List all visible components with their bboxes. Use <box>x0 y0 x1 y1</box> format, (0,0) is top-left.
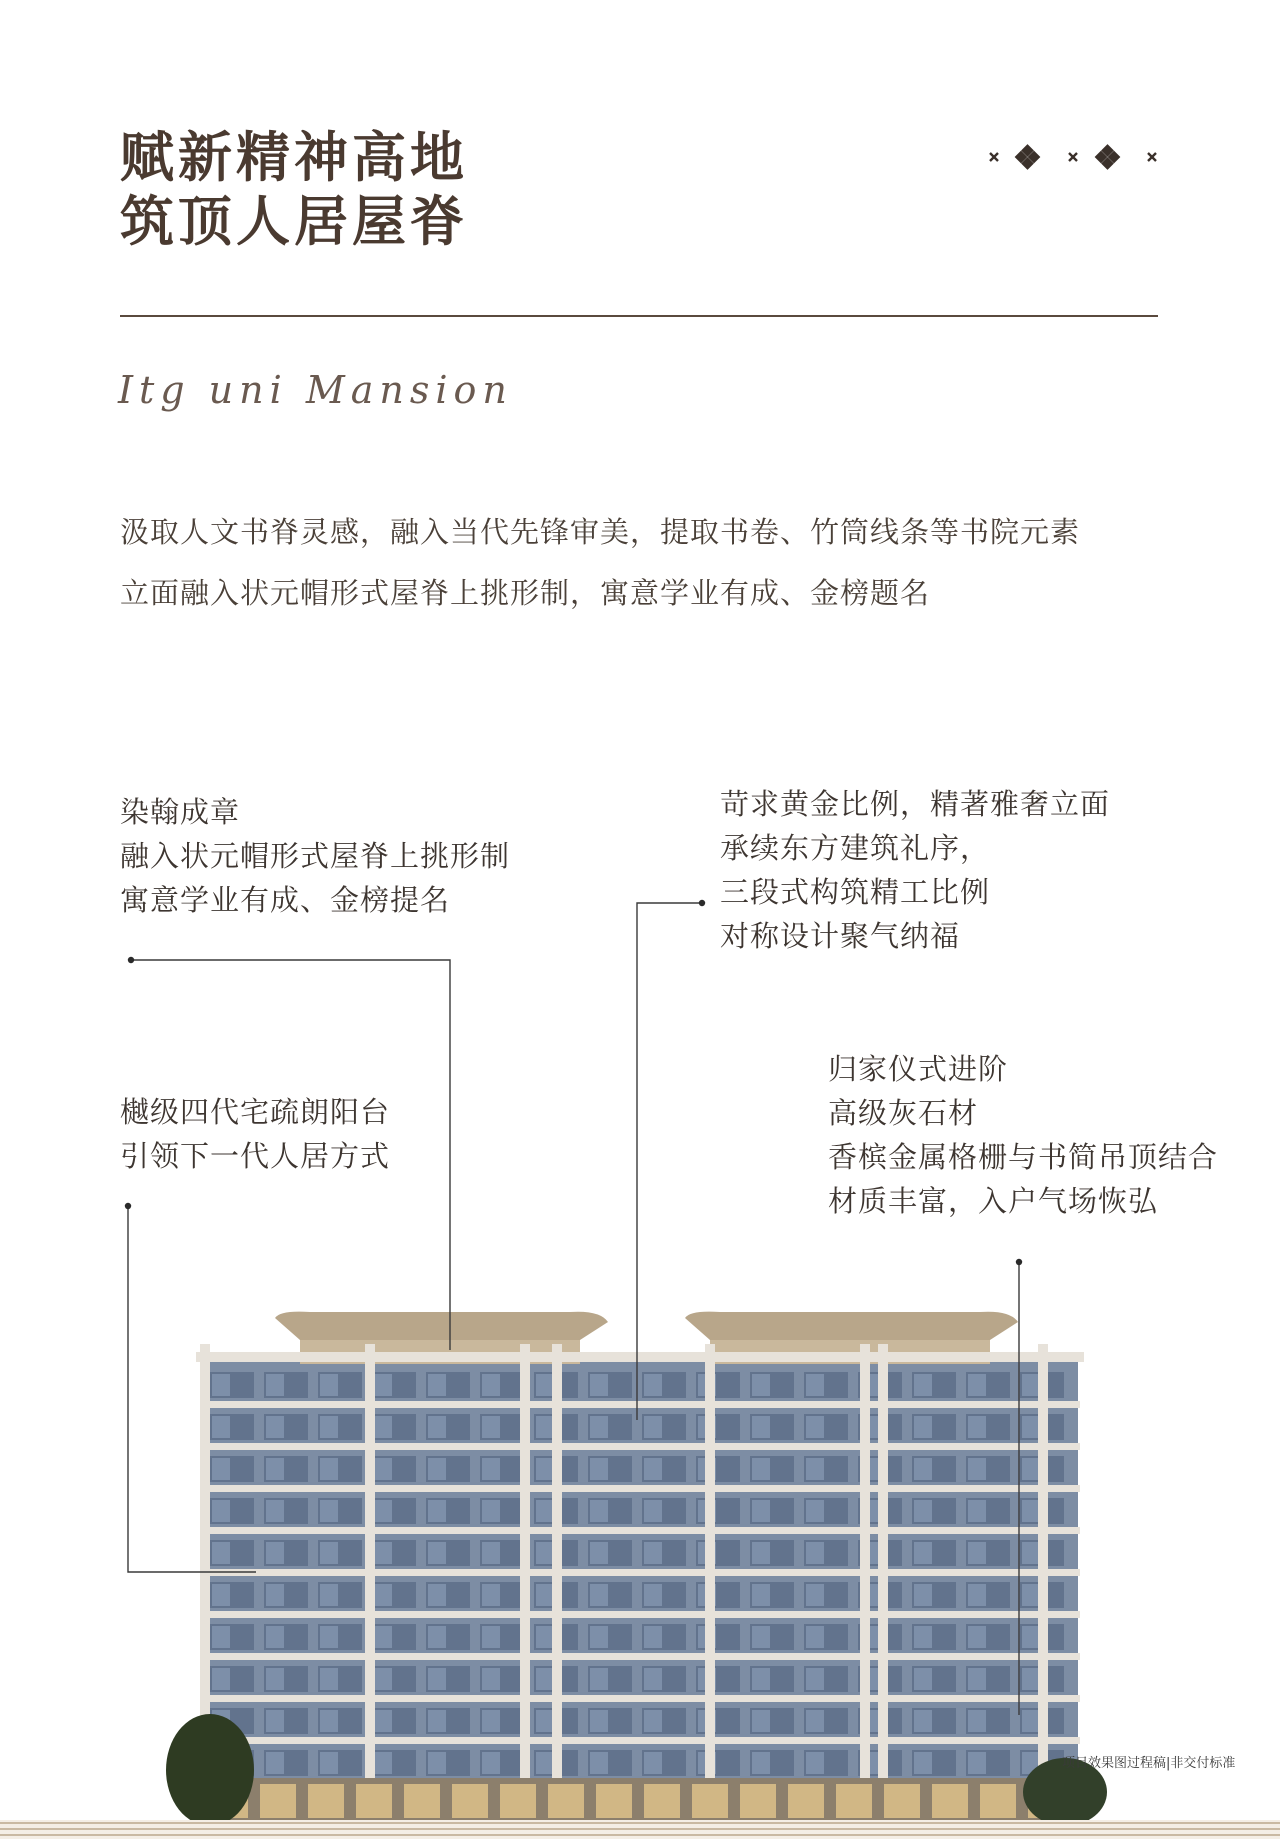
roof-crown-right <box>685 1312 1018 1340</box>
callout-roof <box>120 790 510 922</box>
callout-entrance-line-3: 香槟金属格栅与书简吊顶结合 <box>828 1140 1219 1174</box>
vertical-frame <box>878 1344 888 1804</box>
floor-slab <box>200 1653 1080 1660</box>
decorative-ornament <box>985 144 1160 170</box>
vertical-frame <box>520 1344 530 1804</box>
callout-entrance-line-2: 高级灰石材 <box>828 1096 979 1130</box>
vertical-frame <box>365 1344 375 1804</box>
building-illustration <box>160 1300 1120 1830</box>
disclaimer-note: 项目效果图过程稿|非交付标准 <box>1062 1756 1236 1771</box>
floor-slab <box>200 1611 1080 1618</box>
roof-crown-left <box>275 1312 608 1340</box>
cross-icon <box>1148 153 1156 161</box>
callout-entrance-line-1: 归家仪式进阶 <box>828 1052 1009 1086</box>
page-title <box>120 125 468 253</box>
callout-roof-line-3: 寓意学业有成、金榜提名 <box>120 883 451 917</box>
floor-slab <box>200 1485 1080 1492</box>
intro-line-2: 立面融入状元帽形式屋脊上挑形制，寓意学业有成、金榜题名 <box>120 576 931 610</box>
floor-slab <box>200 1737 1080 1744</box>
footer-band <box>0 1820 1280 1839</box>
callout-facade-line-4: 对称设计聚气纳福 <box>720 919 961 953</box>
title-line-1: 赋新精神高地 <box>120 125 468 189</box>
callout-balcony-line-2: 引领下一代人居方式 <box>120 1139 391 1173</box>
callout-roof-line-1: 染翰成章 <box>120 795 241 829</box>
intro-paragraph <box>120 502 1080 624</box>
callout-facade <box>720 782 1110 958</box>
callout-roof-line-2: 融入状元帽形式屋脊上挑形制 <box>120 839 511 873</box>
diamond-icon <box>1095 144 1121 170</box>
cross-icon <box>1069 153 1077 161</box>
callout-facade-line-3: 三段式构筑精工比例 <box>720 875 991 909</box>
floor-slab <box>200 1695 1080 1702</box>
callout-balcony-line-1: 樾级四代宅疏朗阳台 <box>120 1095 391 1129</box>
roof-cornice <box>196 1352 1084 1362</box>
floor-slab <box>200 1443 1080 1450</box>
divider-rule <box>120 315 1158 317</box>
script-signature: Itg uni Mansion <box>118 368 513 412</box>
vertical-frame <box>860 1344 870 1804</box>
diamond-icon <box>1015 144 1041 170</box>
callout-entrance <box>828 1047 1218 1223</box>
floor-slab <box>200 1569 1080 1576</box>
leader-dot-roof <box>128 957 134 963</box>
leader-dot-entrance <box>1016 1259 1022 1265</box>
vertical-frame <box>705 1344 715 1804</box>
callout-facade-line-1: 苛求黄金比例，精著雅奢立面 <box>720 787 1111 821</box>
callout-balcony <box>120 1090 390 1178</box>
cross-icon <box>990 153 998 161</box>
callout-entrance-line-4: 材质丰富，入户气场恢弘 <box>828 1184 1159 1218</box>
leader-dot-facade <box>699 900 705 906</box>
vertical-frame <box>1038 1344 1048 1804</box>
intro-line-1: 汲取人文书脊灵感，融入当代先锋审美，提取书卷、竹筒线条等书院元素 <box>120 515 1081 549</box>
tree-left <box>166 1714 254 1826</box>
floor-slab <box>200 1401 1080 1408</box>
title-line-2: 筑顶人居屋脊 <box>120 189 468 253</box>
vertical-frame <box>552 1344 562 1804</box>
leader-dot-balcony <box>125 1203 131 1209</box>
floor-slab <box>200 1527 1080 1534</box>
callout-facade-line-2: 承续东方建筑礼序， <box>720 831 991 865</box>
